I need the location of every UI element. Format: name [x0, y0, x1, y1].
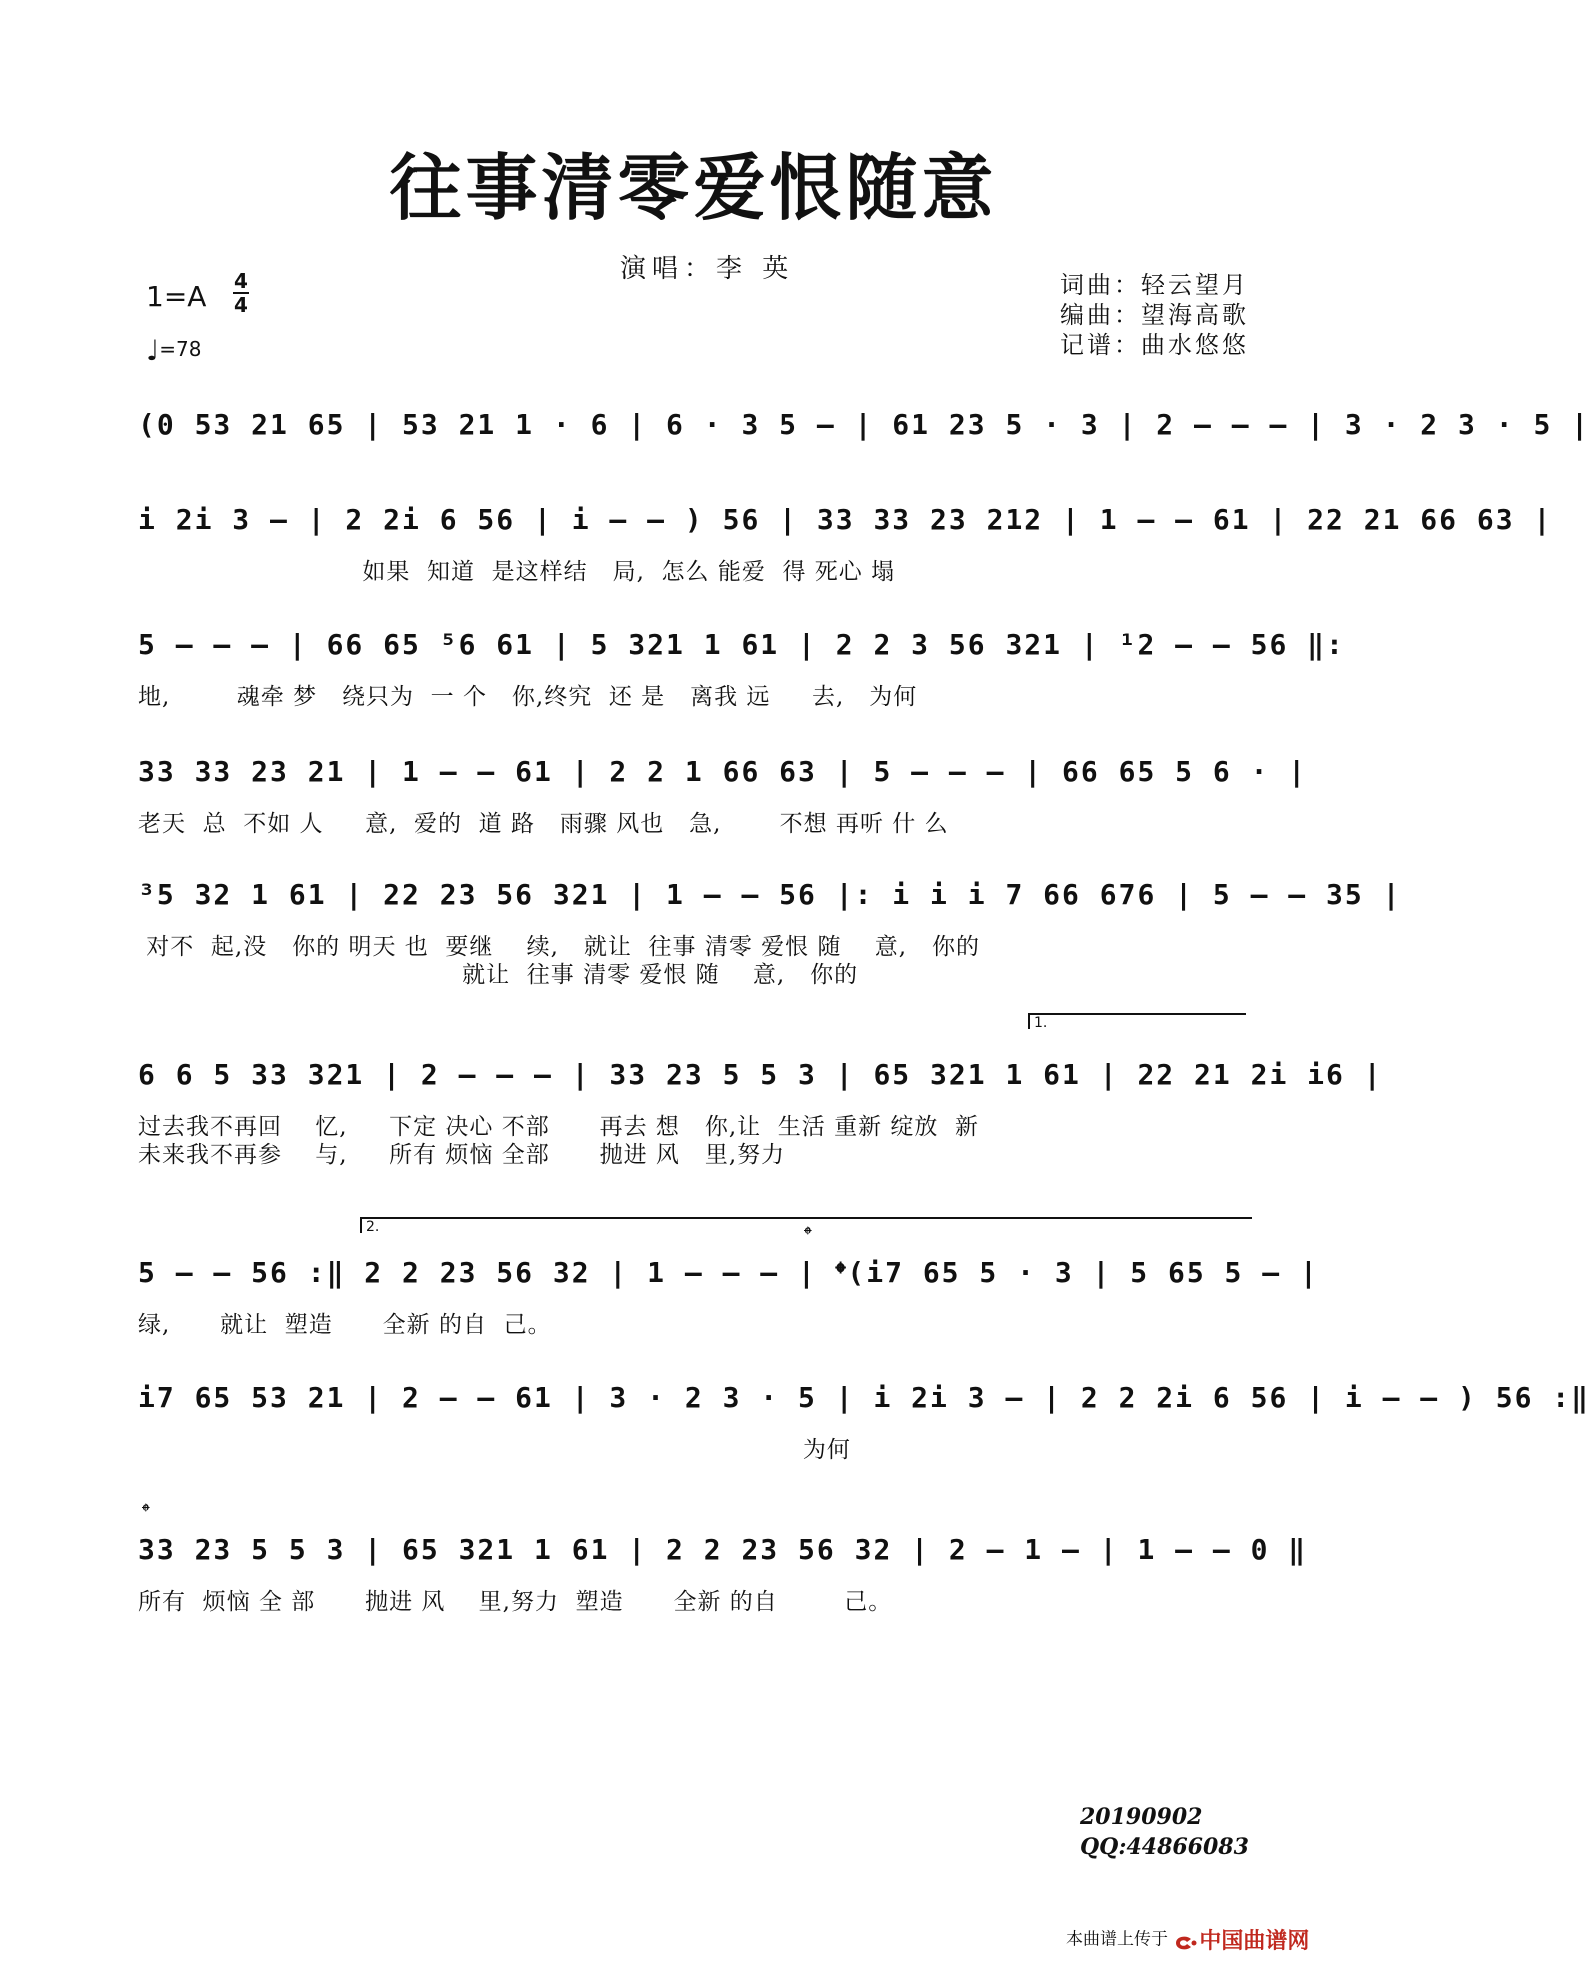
time-signature-bottom: 4	[234, 293, 248, 317]
tempo-marking	[146, 334, 201, 367]
singer-credit: 演唱：李 英	[620, 254, 795, 284]
tempo-value: =78	[159, 337, 202, 361]
first-ending-bracket	[1028, 1013, 1246, 1029]
time-signature-top: 4	[234, 269, 248, 293]
lyricist-credit: 词曲：轻云望月	[1060, 271, 1249, 299]
notation-line: i7 65 53 21 | 2 – – 61 | 3 · 2 3 · 5 | i 2i 3 – | 2 2 2i 6 56 | i – – ) 56 :‖	[138, 1381, 1590, 1414]
arranger-credit: 编曲：望海高歌	[1060, 301, 1249, 329]
upload-footer	[1066, 1924, 1309, 1955]
lyrics-line-1: 老天 总 不如 人 意, 爱的 道 路 雨骤 风也 急, 不想 再听 什 么	[138, 811, 949, 837]
transcriber-credit: 记谱：曲水悠悠	[1060, 331, 1249, 359]
notation-line: 33 23 5 5 3 | 65 321 1 61 | 2 2 23 56 32 | 2 – 1 – | 1 – – 0 ‖	[138, 1533, 1308, 1566]
lyrics-line-1: 地, 魂牵 梦 绕只为 一 个 你,终究 还 是 离我 远 去, 为何	[138, 684, 918, 710]
notation-line: 6 6 5 33 321 | 2 – – – | 33 23 5 5 3 | 65 321 1 61 | 22 21 2i i6 |	[138, 1058, 1383, 1091]
lyrics-line-1: 绿, 就让 塑造 全新 的自 己。	[138, 1312, 552, 1338]
lyrics-line-1: 对不 起,没 你的 明天 也 要继 续, 就让 往事 清零 爱恨 随 意, 你的	[138, 934, 980, 960]
quarter-note-icon: ♩	[146, 334, 160, 367]
coda-icon: 𝄌	[142, 1500, 150, 1525]
lyrics-line-1: 过去我不再回 忆, 下定 决心 不部 再去 想 你,让 生活 重新 绽放 新	[138, 1114, 980, 1140]
upload-note: 本曲谱上传于	[1066, 1929, 1168, 1950]
key-signature: 1=A	[146, 280, 207, 313]
first-ending-label: 1.	[1034, 1015, 1048, 1031]
lyrics-line-1: 所有 烦恼 全 部 抛进 风 里,努力 塑造 全新 的自 己。	[138, 1589, 893, 1615]
second-ending-label: 2.	[366, 1219, 380, 1235]
date-block	[1080, 1802, 1249, 1862]
notation-line: 5 – – 56 :‖ 2 2 23 56 32 | 1 – – – | 𝄌(i7 65 5 · 3 | 5 65 5 – |	[138, 1256, 1319, 1289]
notation-line: i 2i 3 – | 2 2i 6 56 | i – – ) 56 | 33 33 23 212 | 1 – – 61 | 22 21 66 63 |	[138, 503, 1553, 536]
site-logo[interactable]	[1173, 1924, 1309, 1955]
song-title: 往事清零爱恨随意	[389, 145, 998, 230]
date-stamp: 20190902	[1080, 1804, 1203, 1830]
coda-icon: 𝄌	[804, 1223, 812, 1248]
notation-line: 5 – – – | 66 65 ⁵6 61 | 5 321 1 61 | 2 2 3 56 321 | ¹2 – – 56 ‖:	[138, 628, 1345, 661]
qq-contact: QQ:44866083	[1080, 1834, 1249, 1860]
site-logo-text: 中国曲谱网	[1199, 1929, 1310, 1954]
credits-block	[1060, 270, 1249, 360]
lyrics-line-1: 为何	[138, 1437, 851, 1463]
lyrics-line-1: 如果 知道 是这样结 局, 怎么 能爱 得 死心 塌	[138, 559, 896, 585]
notation-line: 33 33 23 21 | 1 – – 61 | 2 2 1 66 63 | 5 – – – | 66 65 5 6 · |	[138, 755, 1308, 788]
logo-swirl-icon	[1173, 1933, 1199, 1953]
lyrics-line-2: 就让 往事 清零 爱恨 随 意, 你的	[138, 962, 859, 988]
time-signature	[232, 270, 250, 316]
notation-line: (0 53 21 65 | 53 21 1 · 6 | 6 · 3 5 – | 61 23 5 · 3 | 2 – – – | 3 · 2 3 · 5 |	[138, 408, 1590, 441]
notation-line: ³5 32 1 61 | 22 23 56 321 | 1 – – 56 |: i i i 7 66 676 | 5 – – 35 |	[138, 878, 1402, 911]
lyrics-line-2: 未来我不再参 与, 所有 烦恼 全部 抛进 风 里,努力	[138, 1142, 786, 1168]
